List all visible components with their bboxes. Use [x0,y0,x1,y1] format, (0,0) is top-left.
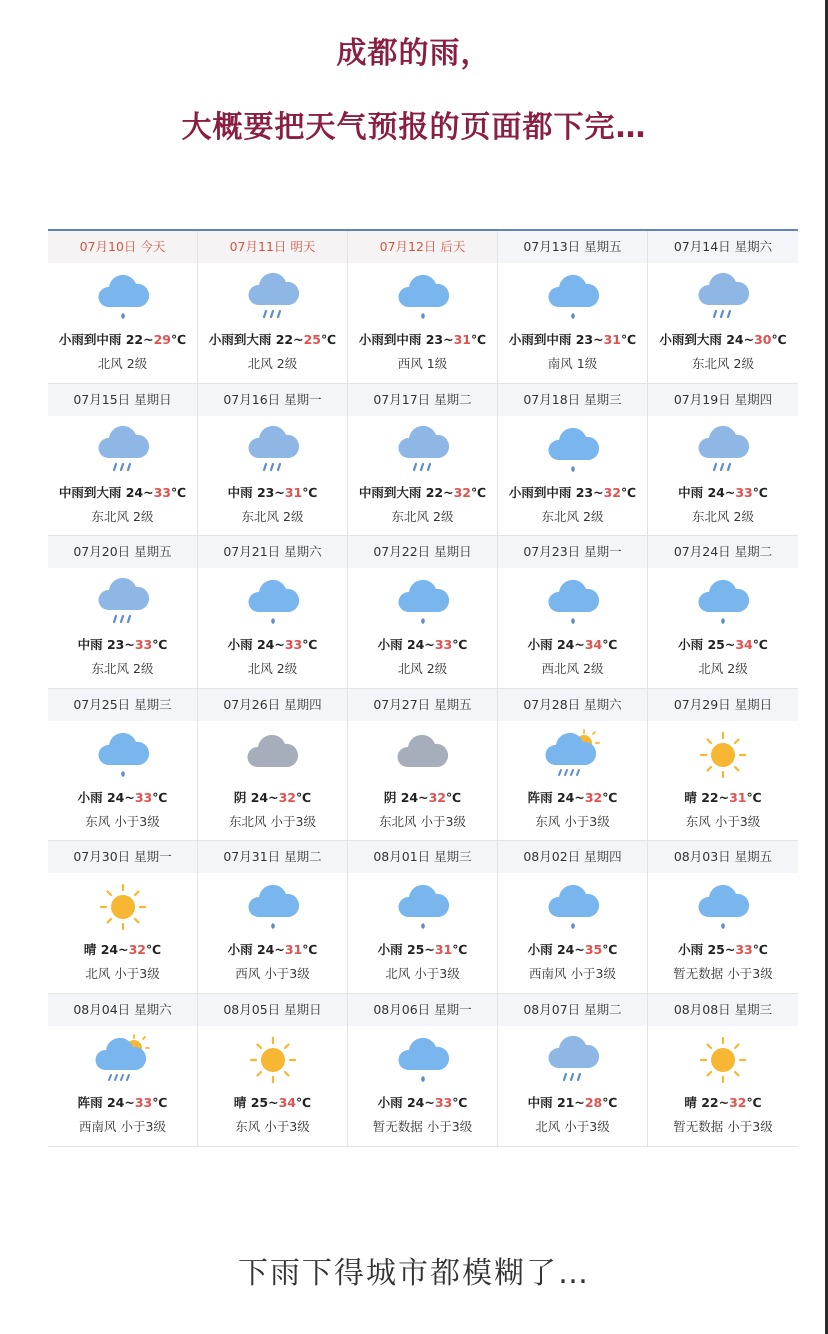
temperature-line: 小雨 24~33℃ [77,789,168,805]
temp-high: 33 [434,1094,453,1110]
temp-low: 24 [556,637,575,653]
temperature-line: 小雨 24~35℃ [527,942,618,958]
cloud-light-rain-icon [94,729,152,781]
temperature-line: 小雨 24~33℃ [227,637,318,653]
wind-info: 北风 2级 [397,661,448,677]
temperature-line: 中雨 23~31℃ [227,484,318,500]
forecast-day [348,231,498,384]
cloud-moderate-rain-icon [694,424,752,476]
temperature-line: 小雨 24~31℃ [227,942,318,958]
cloud-light-rain-icon [694,881,752,933]
overcast-cloud-icon [244,729,302,781]
weather-desc: 中雨 [227,484,253,500]
headline-line-2: 大概要把天气预报的页面都下完… [181,110,647,145]
weather-desc: 晴 [233,1094,247,1110]
wind-info: 东风 小于3级 [85,813,160,829]
wind-info: 暂无数据 小于3级 [673,966,773,982]
wind-info: 东北风 2级 [91,508,154,524]
temp-high: 32 [603,484,622,500]
weather-desc: 中雨 [77,637,103,653]
temperature-line: 晴 22~32℃ [684,1094,762,1110]
weather-desc: 小雨到中雨 [58,332,122,347]
day-date: 07月18日 星期三 [498,384,647,416]
wind-info: 北风 2级 [97,356,148,371]
day-date: 07月22日 星期日 [348,536,497,568]
day-date: 08月06日 星期一 [348,994,497,1026]
temp-high: 32 [729,1094,747,1110]
wind-info: 西风 1级 [397,356,448,371]
wind-info: 北风 2级 [247,661,298,677]
temp-high: 33 [735,942,753,958]
temp-low: 22 [275,332,294,347]
temperature-line: 中雨 24~33℃ [678,484,768,500]
day-date: 08月07日 星期二 [498,994,647,1026]
temperature-line: 中雨 21~28℃ [527,1094,618,1110]
wind-info: 东北风 小于3级 [379,813,466,829]
day-date: 07月17日 星期二 [348,384,497,416]
temperature-line: 小雨 25~34℃ [678,637,768,653]
weather-desc: 小雨到大雨 [659,332,722,347]
weather-desc: 小雨到中雨 [508,332,572,347]
forecast-day [48,994,198,1147]
temp-low: 22 [125,332,144,347]
forecast-grid [48,229,798,1147]
forecast-day [498,536,648,689]
temp-low: 25 [406,942,425,958]
cloud-moderate-rain-icon [244,424,302,476]
weather-desc: 小雨 [77,789,103,805]
day-date: 07月12日 后天 [348,231,497,263]
temperature-line: 阴 24~32℃ [233,789,312,805]
temperature-line: 小雨到大雨 22~25℃ [208,332,337,347]
day-date: 08月08日 星期三 [648,994,798,1026]
temp-high: 29 [153,332,172,347]
temp-high: 31 [434,942,453,958]
temp-low: 24 [250,789,269,805]
sun-shower-icon [94,1034,152,1086]
temp-low: 24 [400,789,419,805]
forecast-day [48,841,198,994]
day-date: 07月11日 明天 [198,231,347,263]
temperature-line: 晴 22~31℃ [684,789,762,805]
wind-info: 北风 2级 [247,356,298,371]
day-date: 07月25日 星期三 [48,689,197,721]
temperature-line: 小雨 24~33℃ [377,1094,468,1110]
day-date: 07月16日 星期一 [198,384,347,416]
forecast-day [498,384,648,537]
forecast-day [48,384,198,537]
temp-low: 24 [556,942,575,958]
temp-high: 25 [303,332,322,347]
temp-high: 33 [134,789,153,805]
temp-low: 23 [575,484,594,500]
forecast-day [648,231,798,384]
temperature-line: 小雨 25~31℃ [377,942,468,958]
forecast-day [498,231,648,384]
forecast-day [48,689,198,842]
temperature-line: 小雨 25~33℃ [678,942,768,958]
day-date: 07月30日 星期一 [48,841,197,873]
weather-desc: 阴 [383,789,397,805]
wind-info: 西风 小于3级 [235,966,310,982]
temp-high: 33 [153,484,172,500]
forecast-day [198,841,348,994]
temp-low: 21 [556,1094,575,1110]
temperature-line: 阵雨 24~32℃ [527,789,618,805]
temp-low: 23 [256,484,275,500]
day-date: 08月03日 星期五 [648,841,798,873]
day-date: 07月20日 星期五 [48,536,197,568]
temp-low: 25 [250,1094,269,1110]
forecast-day [498,841,648,994]
forecast-day [198,384,348,537]
temperature-line: 小雨到中雨 23~31℃ [508,332,637,347]
temperature-line: 阴 24~32℃ [383,789,462,805]
weather-desc: 小雨到中雨 [508,484,572,500]
weather-desc: 中雨 [678,484,704,500]
wind-info: 东风 小于3级 [235,1118,310,1134]
day-date: 07月13日 星期五 [498,231,647,263]
temp-low: 25 [707,637,725,653]
temp-low: 24 [406,637,425,653]
wind-info: 暂无数据 小于3级 [673,1118,773,1134]
sunny-icon [694,1034,752,1086]
day-date: 08月04日 星期六 [48,994,197,1026]
day-date: 07月14日 星期六 [648,231,798,263]
wind-info: 西南风 小于3级 [529,966,616,982]
temperature-line: 晴 25~34℃ [233,1094,312,1110]
sun-shower-icon [544,729,602,781]
forecast-day [198,994,348,1147]
forecast-day [198,536,348,689]
cloud-moderate-rain-icon [244,271,302,323]
temp-low: 24 [106,1094,125,1110]
temp-low: 25 [707,942,725,958]
temp-high: 32 [453,484,472,500]
cloud-moderate-rain-icon [94,424,152,476]
temp-low: 22 [425,484,444,500]
weather-desc: 中雨到大雨 [58,484,122,500]
temperature-line: 小雨到中雨 23~32℃ [508,484,637,500]
forecast-day [498,994,648,1147]
day-date: 07月15日 星期日 [48,384,197,416]
temp-low: 24 [125,484,144,500]
temp-high: 34 [584,637,603,653]
temp-low: 24 [100,942,119,958]
weather-desc: 小雨到中雨 [358,332,422,347]
weather-desc: 小雨 [527,942,553,958]
forecast-day [348,994,498,1147]
temp-low: 23 [106,637,125,653]
temperature-line: 阵雨 24~33℃ [77,1094,168,1110]
wind-info: 北风 小于3级 [385,966,460,982]
footer-caption: 下雨下得城市都模糊了… [238,1256,590,1291]
weather-desc: 阴 [233,789,247,805]
temp-high: 32 [128,942,147,958]
forecast-day [198,689,348,842]
wind-info: 西北风 2级 [541,661,604,677]
temp-high: 31 [284,942,303,958]
forecast-day [348,689,498,842]
forecast-day [48,536,198,689]
temp-high: 32 [278,789,297,805]
temp-high: 33 [434,637,453,653]
cloud-light-rain-icon [394,881,452,933]
weather-desc: 晴 [684,789,697,805]
day-date: 08月05日 星期日 [198,994,347,1026]
wind-info: 东北风 2级 [692,508,754,524]
day-date: 07月29日 星期日 [648,689,798,721]
forecast-day [48,231,198,384]
weather-desc: 阵雨 [527,789,553,805]
wind-info: 暂无数据 小于3级 [372,1118,473,1134]
temp-high: 30 [754,332,772,347]
cloud-light-rain-icon [394,271,452,323]
forecast-day [198,231,348,384]
cloud-moderate-rain-icon [694,271,752,323]
cloud-moderate-rain-icon [394,424,452,476]
temp-low: 23 [575,332,594,347]
weather-desc: 小雨 [527,637,553,653]
weather-desc: 小雨 [227,637,253,653]
cloud-light-rain-icon [244,881,302,933]
cloud-light-rain-icon [94,271,152,323]
temperature-line: 中雨到大雨 24~33℃ [58,484,187,500]
day-date: 08月02日 星期四 [498,841,647,873]
wind-info: 东北风 2级 [91,661,154,677]
cloud-moderate-rain-icon [544,1034,602,1086]
weather-desc: 晴 [684,1094,697,1110]
temperature-line: 小雨到中雨 23~31℃ [358,332,487,347]
temperature-line: 小雨到中雨 22~29℃ [58,332,187,347]
temp-low: 24 [406,1094,425,1110]
forecast-day [348,536,498,689]
temp-low: 24 [707,484,725,500]
temp-high: 28 [584,1094,603,1110]
forecast-day [648,841,798,994]
headline-line-1: 成都的雨， [336,36,492,71]
temp-high: 31 [729,789,747,805]
temp-high: 33 [735,484,753,500]
wind-info: 北风 2级 [698,661,748,677]
weather-desc: 小雨到大雨 [208,332,272,347]
wind-info: 东风 小于3级 [535,813,610,829]
temp-high: 31 [603,332,622,347]
cloud-moderate-rain-icon [94,576,152,628]
wind-info: 西南风 小于3级 [79,1118,166,1134]
wind-info: 东风 小于3级 [685,813,761,829]
sunny-icon [94,881,152,933]
temp-high: 31 [284,484,303,500]
temp-low: 24 [256,942,275,958]
temperature-line: 晴 24~32℃ [83,942,162,958]
day-date: 07月21日 星期六 [198,536,347,568]
weather-desc: 小雨 [377,942,403,958]
cloud-light-rain-icon [394,576,452,628]
cloud-light-rain-icon [544,576,602,628]
temp-high: 35 [584,942,603,958]
wind-info: 东北风 2级 [541,508,604,524]
temp-high: 34 [278,1094,297,1110]
temperature-line: 小雨 24~33℃ [377,637,468,653]
temperature-line: 小雨到大雨 24~30℃ [659,332,787,347]
temperature-line: 小雨 24~34℃ [527,637,618,653]
wind-info: 东北风 2级 [241,508,304,524]
forecast-day [348,841,498,994]
temp-low: 24 [726,332,744,347]
forecast-day [648,384,798,537]
weather-desc: 中雨到大雨 [358,484,422,500]
weather-desc: 阵雨 [77,1094,103,1110]
cloud-light-rain-icon [694,576,752,628]
temp-low: 23 [425,332,444,347]
temp-low: 24 [556,789,575,805]
weather-desc: 小雨 [678,942,704,958]
temp-high: 33 [134,637,153,653]
temp-high: 32 [428,789,447,805]
wind-info: 东北风 2级 [391,508,454,524]
weather-desc: 中雨 [527,1094,553,1110]
temp-high: 31 [453,332,472,347]
day-date: 07月19日 星期四 [648,384,798,416]
temp-low: 24 [106,789,125,805]
cloud-light-rain-icon [544,271,602,323]
day-date: 08月01日 星期三 [348,841,497,873]
wind-info: 北风 小于3级 [85,966,160,982]
forecast-day [498,689,648,842]
temp-low: 24 [256,637,275,653]
cloud-light-rain-icon [394,1034,452,1086]
overcast-cloud-icon [394,729,452,781]
temp-high: 34 [735,637,753,653]
day-date: 07月10日 今天 [48,231,197,263]
wind-info: 南风 1级 [547,356,598,371]
weather-desc: 小雨 [377,1094,403,1110]
sunny-icon [244,1034,302,1086]
day-date: 07月26日 星期四 [198,689,347,721]
temp-low: 22 [701,1094,719,1110]
weather-desc: 小雨 [227,942,253,958]
temp-high: 33 [284,637,303,653]
weather-desc: 小雨 [678,637,704,653]
day-date: 07月23日 星期一 [498,536,647,568]
temp-low: 22 [701,789,719,805]
day-date: 07月27日 星期五 [348,689,497,721]
day-date: 07月28日 星期六 [498,689,647,721]
weather-desc: 小雨 [377,637,403,653]
temp-high: 32 [584,789,603,805]
day-date: 07月24日 星期二 [648,536,798,568]
wind-info: 北风 小于3级 [535,1118,610,1134]
wind-info: 东北风 2级 [692,356,754,371]
sunny-icon [694,729,752,781]
forecast-day [648,994,798,1147]
forecast-day [348,384,498,537]
wind-info: 东北风 小于3级 [229,813,316,829]
cloud-light-rain-icon [544,881,602,933]
temp-high: 33 [134,1094,153,1110]
cloud-light-rain-icon [544,424,602,476]
forecast-day [648,536,798,689]
forecast-day [648,689,798,842]
temperature-line: 中雨 23~33℃ [77,637,168,653]
cloud-light-rain-icon [244,576,302,628]
day-date: 07月31日 星期二 [198,841,347,873]
temperature-line: 中雨到大雨 22~32℃ [358,484,487,500]
weather-desc: 晴 [83,942,97,958]
